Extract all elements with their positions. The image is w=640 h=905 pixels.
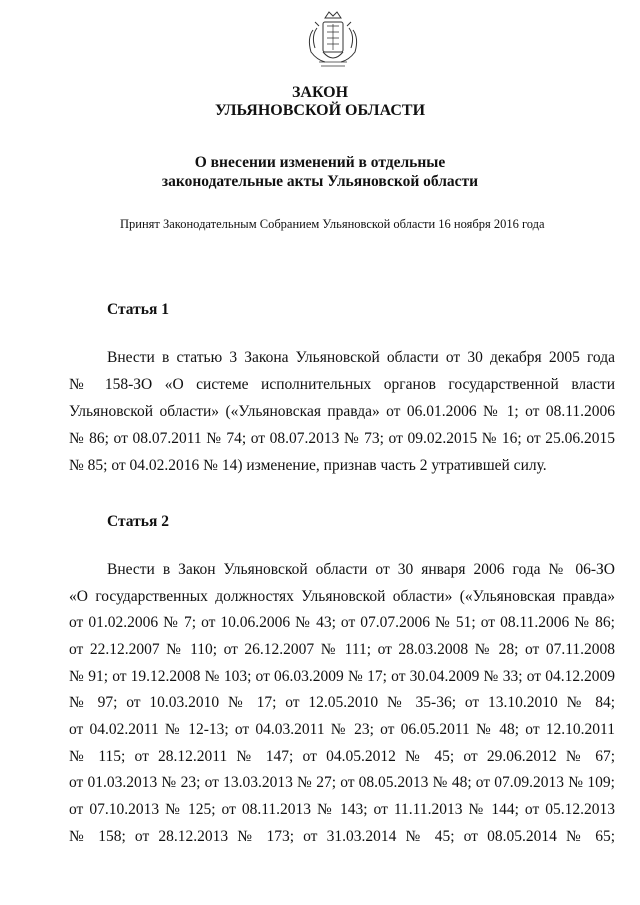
- law-region-title: УЛЬЯНОВСКОЙ ОБЛАСТИ: [214, 102, 426, 119]
- article-1-heading: Статья 1: [107, 301, 169, 318]
- article-2-line: Внести в Закон Ульяновской области от 30 января 2006 года № 06-ЗО: [107, 561, 615, 578]
- coat-of-arms-icon: [303, 8, 363, 72]
- adoption-note: Принят Законодательным Собранием Ульяновской области 16 ноября 2016 года: [120, 217, 545, 231]
- article-2-line: от 04.02.2011 № 12-13; от 04.03.2011 № 23; от 06.05.2011 № 48; от 12.10.2011: [69, 721, 615, 738]
- article-2-heading: Статья 2: [107, 513, 169, 530]
- article-1-line: Ульяновской области» («Ульяновская правда» от 06.01.2006 № 1; от 08.11.2006: [69, 403, 615, 420]
- article-1-line: № 86; от 08.07.2011 № 74; от 08.07.2013 № 73; от 09.02.2015 № 16; от 25.06.2015: [69, 430, 615, 447]
- article-2-line: от 01.03.2013 № 23; от 13.03.2013 № 27; от 08.05.2013 № 48; от 07.09.2013 № 109;: [69, 774, 615, 791]
- article-1-line: Внести в статью 3 Закона Ульяновской области от 30 декабря 2005 года: [107, 349, 615, 366]
- article-1-line: № 158-ЗО «О системе исполнительных органов государственной власти: [69, 376, 615, 393]
- law-title: ЗАКОН: [291, 84, 349, 101]
- article-2-line: от 22.12.2007 № 110; от 26.12.2007 № 111; от 28.03.2008 № 28; от 07.11.2008: [69, 641, 615, 658]
- law-subject-line-1: О внесении изменений в отдельные: [194, 154, 446, 171]
- article-2-line: № 158; от 28.12.2013 № 173; от 31.03.2014 № 45; от 08.05.2014 № 65;: [69, 828, 615, 845]
- article-2-line: № 97; от 10.03.2010 № 17; от 12.05.2010 № 35-36; от 13.10.2010 № 84;: [69, 694, 615, 711]
- article-2-line: № 115; от 28.12.2011 № 147; от 04.05.2012 № 45; от 29.06.2012 № 67;: [69, 748, 615, 765]
- article-2-line: «О государственных должностях Ульяновской области» («Ульяновская правда»: [69, 588, 615, 605]
- article-1-line: № 85; от 04.02.2016 № 14) изменение, признав часть 2 утратившей силу.: [69, 457, 547, 474]
- article-2-line: от 01.02.2006 № 7; от 10.06.2006 № 43; от 07.07.2006 № 51; от 08.11.2006 № 86;: [69, 614, 615, 631]
- law-subject-line-2: законодательные акты Ульяновской области: [161, 173, 479, 190]
- article-2-line: № 91; от 19.12.2008 № 103; от 06.03.2009 № 17; от 30.04.2009 № 33; от 04.12.2009: [69, 668, 615, 685]
- article-2-line: от 07.10.2013 № 125; от 08.11.2013 № 143; от 11.11.2013 № 144; от 05.12.2013: [69, 801, 615, 818]
